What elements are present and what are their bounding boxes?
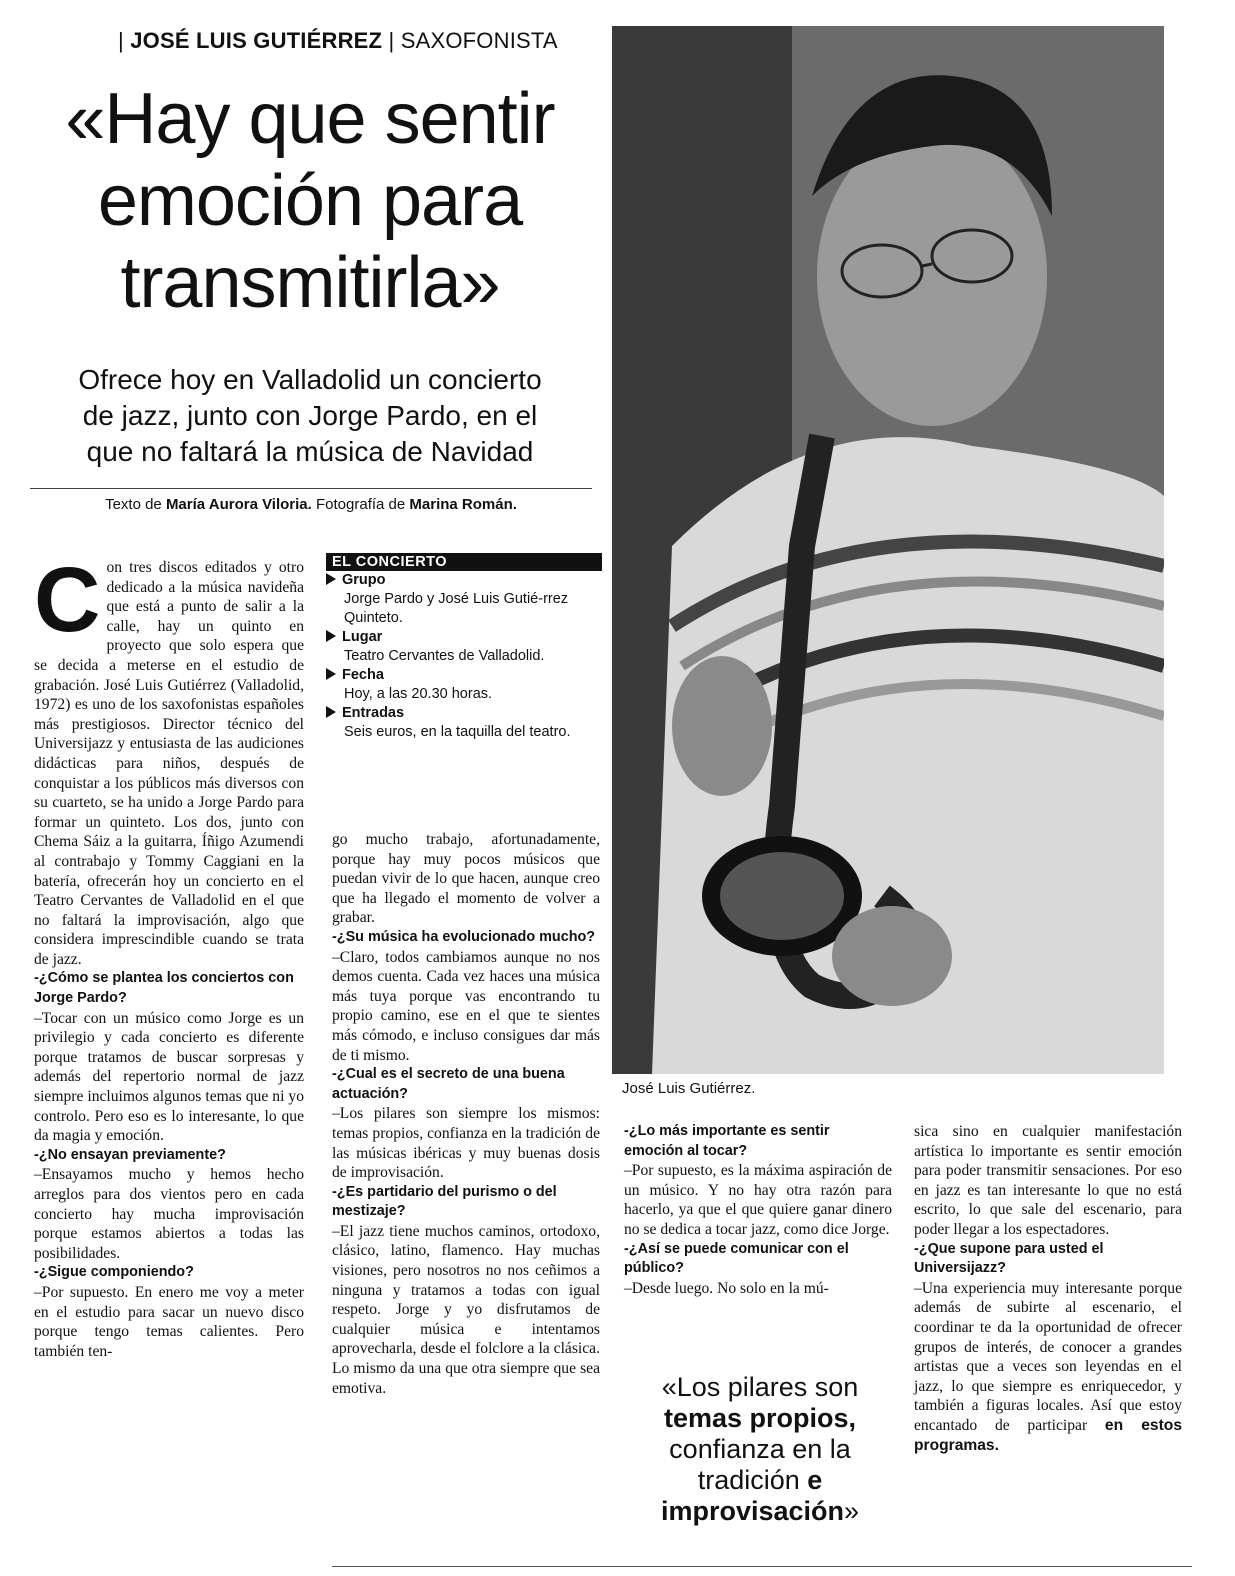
box-label-text: Entradas [342, 705, 405, 721]
triangle-bullet-icon [326, 668, 336, 680]
box-value-text: Teatro Cervantes de Valladolid. [344, 648, 545, 664]
answer: –Los pilares son siempre los mismos: temas propios, confianza en la tradición de las músicas ibéricas y muy buenas dosis de improvisación. [332, 1105, 600, 1182]
question: -¿Lo más importante es sentir emoción al tocar? [624, 1123, 830, 1159]
portrait-photo [612, 26, 1164, 1074]
answer: sica sino en cualquier manifestación artística lo importante es sentir emoción para poder transmitir sensaciones. Por eso en jazz es tan interesante lo que no está escrito, lo que sale del escenario, para poder llegar a los espectadores. [914, 1123, 1182, 1238]
pull-quote-bold: e [807, 1465, 823, 1495]
pull-quote-line: «Los pilares son [661, 1372, 859, 1402]
article-column-1 [34, 549, 304, 1361]
question: -¿Su música ha evolucionado mucho? [332, 928, 596, 945]
triangle-bullet-icon [326, 706, 336, 718]
box-value-text: Hoy, a las 20.30 horas. [344, 686, 493, 702]
answer [914, 1279, 1182, 1455]
portrait-illustration [612, 26, 1164, 1074]
kicker: | JOSÉ LUIS GUTIÉRREZ | SAXOFONISTA [118, 28, 558, 53]
intro-paragraph [34, 549, 304, 969]
question: -¿No ensayan previamente? [34, 1146, 226, 1163]
article-column-3 [624, 1122, 892, 1298]
subhead-line: de jazz, junto con Jorge Pardo, en el [82, 400, 538, 431]
answer-text: –Una experiencia muy interesante porque además de subirte al escenario, el coordinar te da la oportunidad de ofrecer grupos de interés, de conocer a grandes artistas que a veces son leyendas en el jazz, lo que siempre es enriquecedor, y también a figuras locales. Así que estoy encantado de participar [914, 1279, 1182, 1434]
box-value-text: Seis euros, en la taquilla del teatro. [344, 724, 571, 740]
article-column-4 [914, 1122, 1182, 1455]
answer: go mucho trabajo, afortunadamente, porque hay muy pocos músicos que puedan vivir de lo que hacen, aunque creo que ha llegado el momento de volver a grabar. [332, 831, 600, 927]
box-item-grupo [326, 571, 602, 628]
byline [30, 496, 592, 513]
headline-line: «Hay que sentir [65, 79, 555, 159]
answer: –Ensayamos mucho y hemos hecho arreglos para dos vientos pero en cada concierto hay mucha improvisación porque estamos abiertos a todas las posibilidades. [34, 1166, 304, 1262]
byline-photo-prefix: Fotografía de [311, 496, 410, 513]
answer: –Por supuesto, es la máxima aspiración de un músico. Y no hay otra razón para hacerlo, ya que el que quiere ganar dinero no se dedica a tocar jazz, como dice Jorge. [624, 1162, 892, 1238]
pull-quote-end: » [844, 1496, 860, 1526]
question: -¿Cómo se plantea los conciertos con Jorge Pardo? [34, 970, 294, 1007]
photo-caption: José Luis Gutiérrez. [622, 1080, 756, 1097]
pull-quote [626, 1372, 894, 1527]
drop-cap: C [34, 549, 101, 651]
byline-prefix: Texto de [105, 496, 166, 513]
triangle-bullet-icon [326, 630, 336, 642]
box-item-entradas [326, 704, 602, 742]
answer: –Claro, todos cambiamos aunque no nos demos cuenta. Cada vez haces una música más tuya porque vas encontrando tu propio camino, ese en el que te sientes más cómodo, e incluso consigues dar más de ti mismo. [332, 948, 600, 1064]
subhead-line: que no faltará la música de Navidad [86, 436, 534, 467]
box-value-text: Jorge Pardo y José Luis Gutié-rrez Quinteto. [344, 591, 569, 626]
box-label-text: Lugar [342, 629, 383, 645]
box-label-text: Fecha [342, 667, 384, 683]
headline [30, 78, 590, 324]
subhead-line: Ofrece hoy en Valladolid un concierto [78, 364, 542, 395]
concert-info-box [326, 553, 602, 742]
pull-quote-line: confianza en la [669, 1434, 851, 1464]
intro-text: on tres discos editados y otro dedicado a la música navideña que está a punto de salir a la calle, hay un quinto en proyecto que solo espera que se decida a meterse en el estudio de grabación. José Luis Gutiérrez (Valladolid, 1972) es uno de los saxofonistas españoles más prestigiosos. Director técnico del Universijazz y entusiasta de las audiciones didácticas para niños, después de conquistar a los públicos más diversos con su cuarteto, se ha unido a Jorge Pardo para formar un quinteto. Los dos, junto con Chema Sáiz a la guitarra, Íñigo Azumendi al contrabajo y Tommy Caggiani en la batería, ofrecerán hoy un concierto en el Teatro Cervantes de Valladolid en el que no faltará la improvisación, algo que considera imprescindible cuando se trata de jazz. [34, 559, 304, 968]
header-divider [30, 488, 592, 489]
footer-divider [332, 1566, 1192, 1567]
pull-quote-bold: improvisación [660, 1496, 845, 1526]
answer-bold-end: en estos programas. [914, 1416, 1182, 1454]
box-label-text: Grupo [342, 572, 386, 588]
question: -¿Así se puede comunicar con el público? [624, 1240, 849, 1277]
headline-line: transmitirla» [120, 243, 500, 323]
subheadline [30, 362, 590, 470]
box-title: EL CONCIERTO [326, 553, 602, 571]
kicker-name: JOSÉ LUIS GUTIÉRREZ [130, 28, 383, 53]
question: -¿Sigue componiendo? [34, 1264, 194, 1281]
answer: –El jazz tiene muchos caminos, ortodoxo, clásico, latino, flamenco. Hay muchas visiones, pero nosotros no nos ceñimos a ninguna y tratamos a todas con igual respeto. Jorge y yo disfrutamos de cualquier música e intentamos aprovecharla, desde el folclore a la clásica. Lo mismo da una que otra siempre que sea emotiva. [332, 1222, 600, 1397]
question: -¿Cual es el secreto de una buena actuación? [332, 1066, 565, 1102]
byline-photographer: Marina Román. [409, 496, 517, 513]
article-column-2 [332, 830, 600, 1398]
kicker-role: SAXOFONISTA [400, 28, 558, 53]
answer: –Tocar con un músico como Jorge es un privilegio y cada concierto es diferente porque tratamos de buscar sorpresas y además del repertorio normal de jazz siempre incluimos algunos temas que ni yo controlo. Pero eso es lo interesante, lo que da magia y emoción. [34, 1009, 304, 1145]
answer: –Desde luego. No solo en la mú- [624, 1279, 829, 1297]
pull-quote-line: tradición [697, 1465, 808, 1495]
headline-line: emoción para [97, 161, 523, 241]
box-item-lugar [326, 628, 602, 666]
pull-quote-bold: temas propios, [663, 1403, 857, 1433]
question: -¿Que supone para usted el Universijazz? [914, 1240, 1104, 1277]
answer: –Por supuesto. En enero me voy a meter en el estudio para sacar un nuevo disco porque tengo temas calientes. Pero también ten- [34, 1283, 304, 1360]
question: -¿Es partidario del purismo o del mestizaje? [332, 1183, 557, 1220]
box-item-fecha [326, 666, 602, 704]
triangle-bullet-icon [326, 573, 336, 585]
byline-author: María Aurora Viloria. [165, 496, 312, 513]
